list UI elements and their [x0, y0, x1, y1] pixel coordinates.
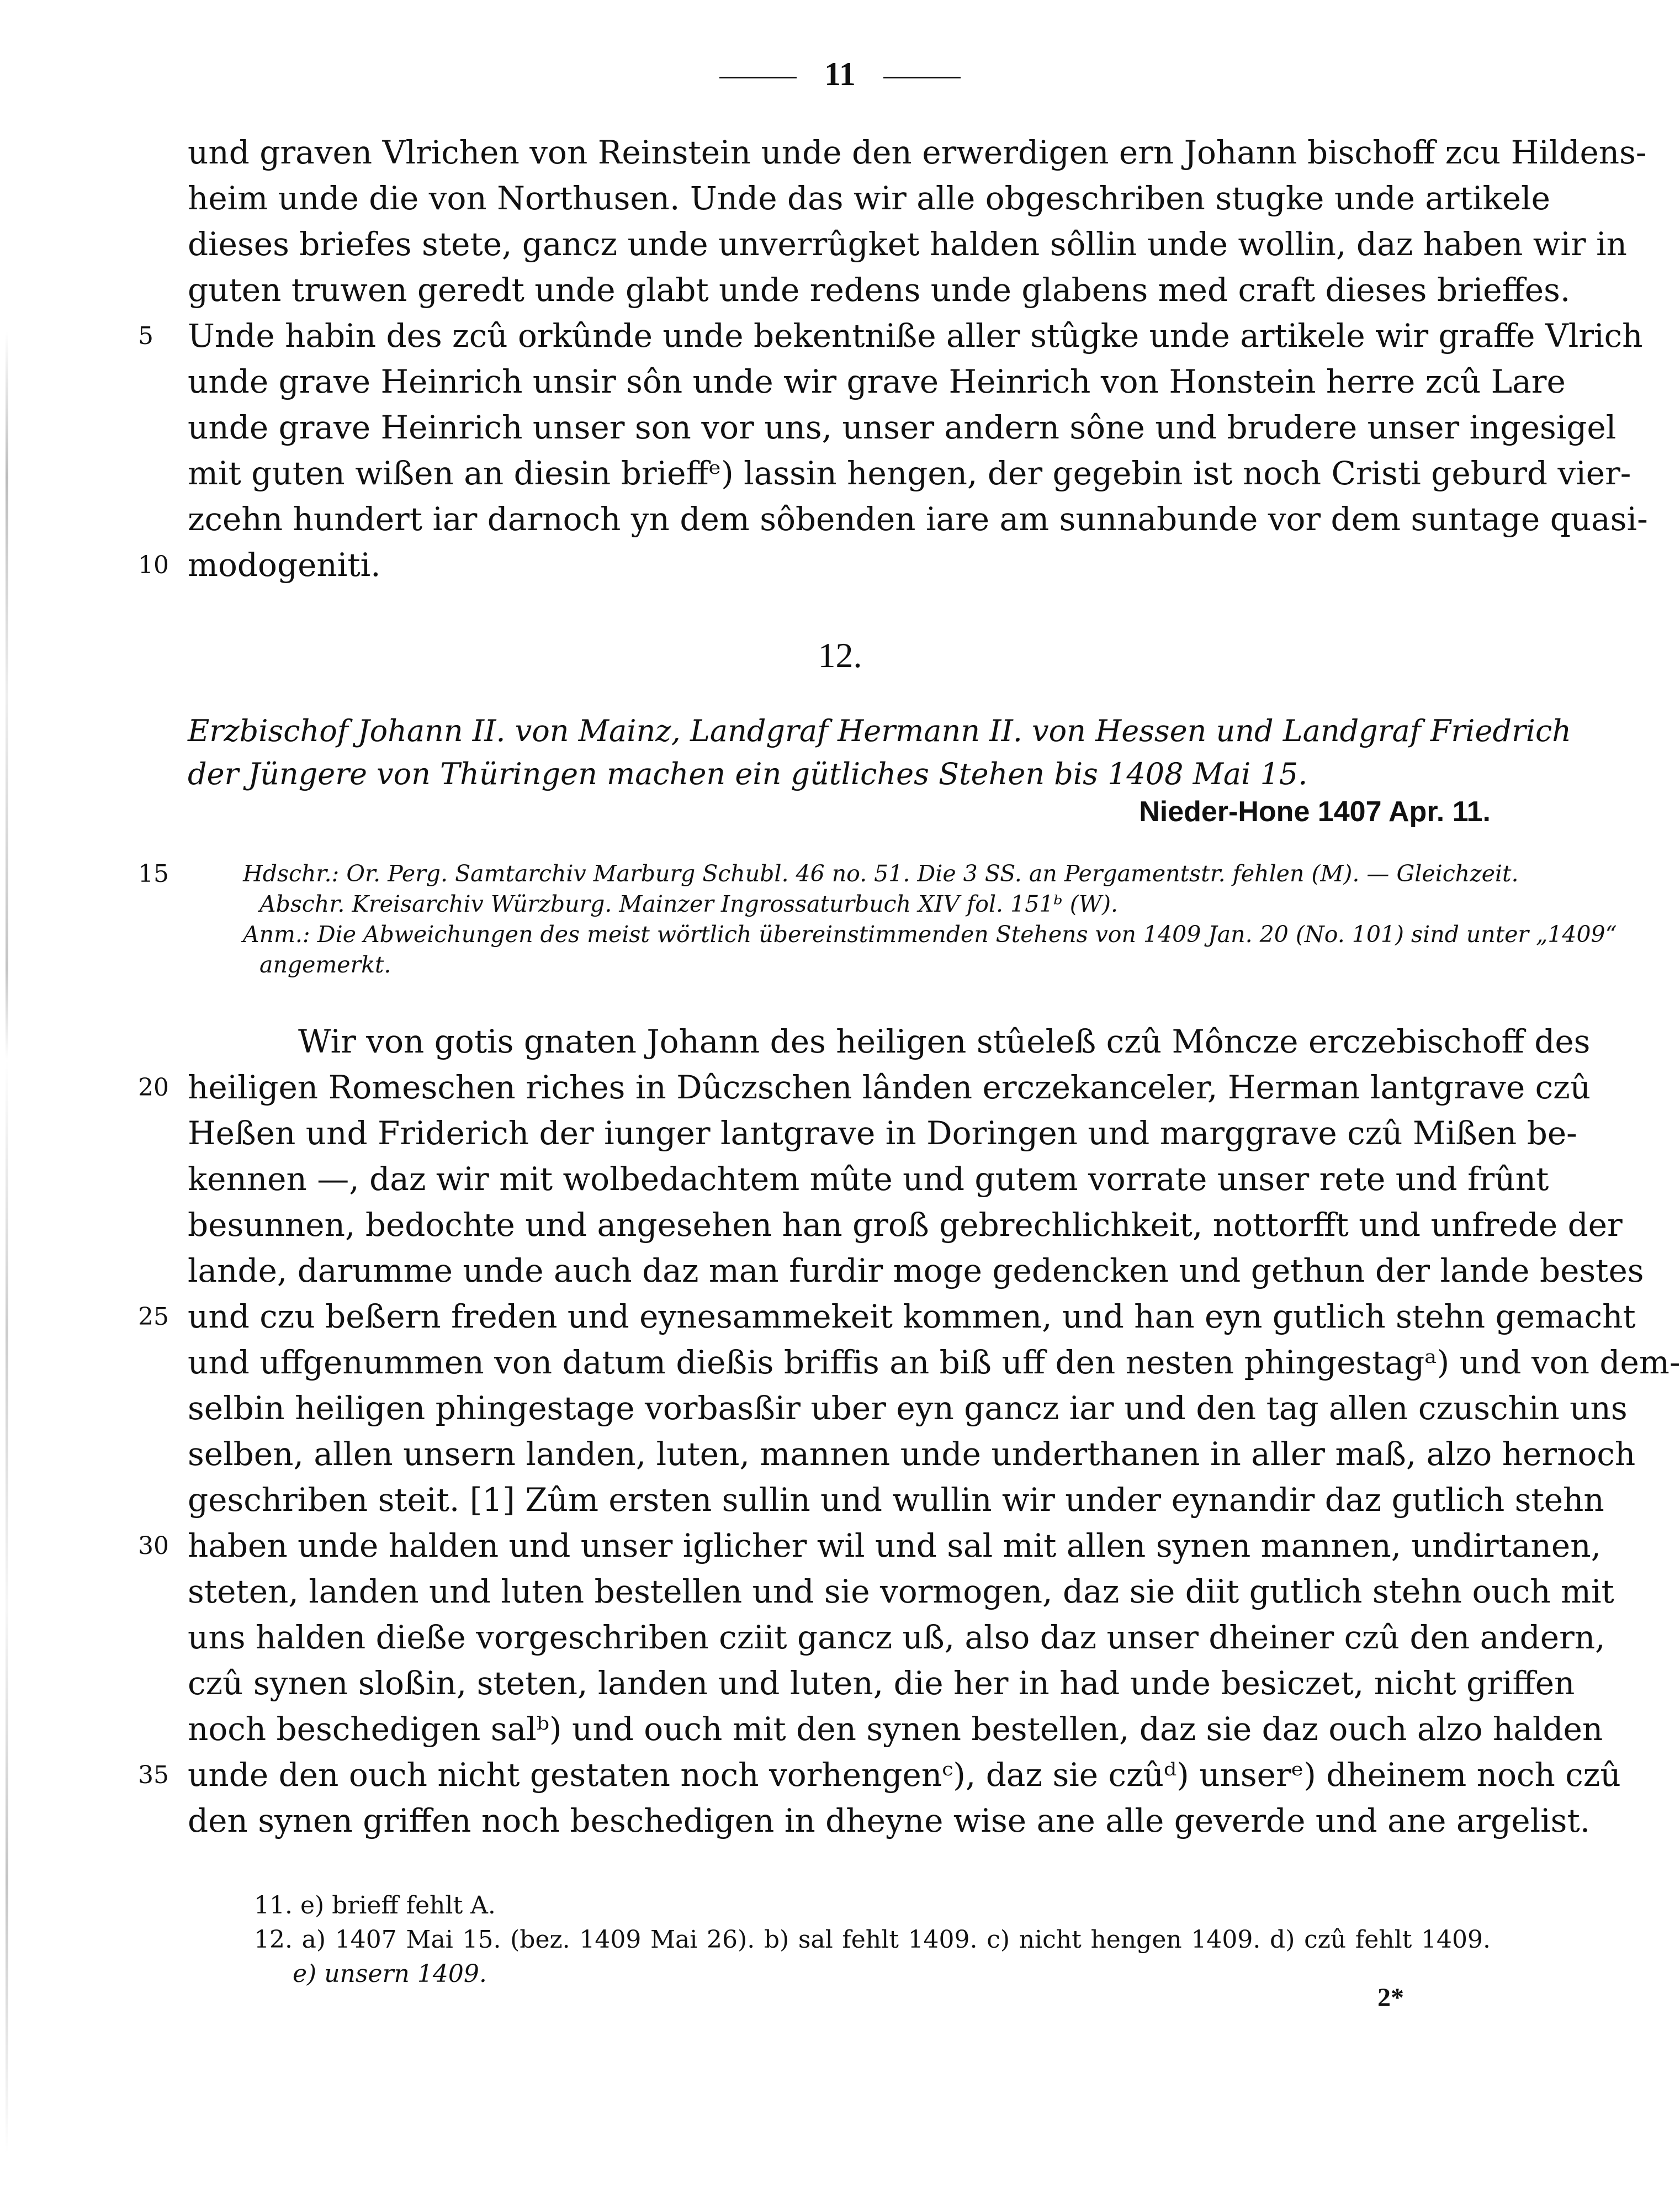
text-line: und uffgenummen von datum dießis briffis an biß uff den nesten phingestagᵃ) und von dem-: [188, 1344, 1680, 1381]
first-section: [138, 130, 1648, 588]
footnote-11: 11. e) brieff fehlt A.: [254, 1891, 496, 1920]
text-line: Heßen und Friderich der iunger lantgrave in Doringen und marggrave czû Mißen be-: [188, 1114, 1577, 1152]
text-line: czû synen sloßin, steten, landen und luten, die her in had unde besiczet, nicht griffen: [188, 1664, 1575, 1702]
text-line: besunnen, bedochte und angesehen han groß gebrechlichkeit, nottorfft und unfrede der: [188, 1206, 1623, 1244]
text-line: steten, landen und luten bestellen und sie vormogen, daz sie diit gutlich stehn ouch mit: [188, 1573, 1614, 1610]
text-line: 25 und czu beßern freden und eynesammekeit kommen, und han eyn gutlich stehn gemacht: [138, 1298, 1636, 1335]
text-line: noch beschedigen salᵇ) und ouch mit den synen bestellen, daz sie daz ouch alzo halden: [188, 1710, 1603, 1748]
dateline: Nieder-Hone 1407 Apr. 11.: [1139, 796, 1491, 828]
note-line: angemerkt.: [259, 951, 391, 978]
text-line: Wir von gotis gnaten Johann des heiligen stûeleß czû Môncze erczebischoff des: [298, 1023, 1591, 1060]
text-line: 30 haben unde halden und unser iglicher wil und sal mit allen synen mannen, undirtanen,: [138, 1527, 1602, 1564]
note-line: 15 Hdschr.: Or. Perg. Samtarchiv Marburg Schubl. 46 no. 51. Die 3 SS. an Pergamentstr. fehlen (M). — Gleichzeit.: [138, 860, 1519, 888]
footnotes: [254, 1889, 1491, 1991]
text-line: unde grave Heinrich unsir sôn unde wir grave Heinrich von Honstein herre zcû Lare: [188, 363, 1566, 400]
signature-mark: 2*: [1377, 1983, 1404, 2012]
note-line: Anm.: Die Abweichungen des meist wörtlich übereinstimmenden Stehens von 1409 Jan. 20 (No. 101) sind unter „1409“: [243, 921, 1617, 948]
text-line: lande, darumme unde auch daz man furdir moge gedencken und gethun der lande bestes: [188, 1252, 1644, 1289]
text-line: 35 unde den ouch nicht gestaten noch vorhengenᶜ), daz sie czûᵈ) unserᵉ) dheinem noch czû: [138, 1756, 1621, 1794]
text-line: guten truwen geredt unde glabt unde redens unde glabens med craft dieses brieffes.: [188, 271, 1571, 309]
text-line: heim unde die von Northusen. Unde das wir alle obgeschriben stugke unde artikele: [188, 179, 1550, 217]
text-line: den synen griffen noch beschedigen in dheyne wise ane alle geverde und ane argelist.: [188, 1802, 1591, 1839]
text-line: zcehn hundert iar darnoch yn dem sôbenden iare am sunnabunde vor dem suntage quasi-: [188, 500, 1648, 538]
text-line: uns halden dieße vorgeschriben cziit gancz uß, also daz unser dheiner czû den andern,: [188, 1619, 1605, 1656]
regest-line: Erzbischof Johann II. von Mainz, Landgraf Hermann II. von Hessen und Landgraf Friedrich: [188, 713, 1572, 748]
text-line: und graven Vlrichen von Reinstein unde den erwerdigen ern Johann bischoff zcu Hildens-: [188, 134, 1647, 171]
scan-edge-shadow: [6, 331, 8, 2154]
text-line: unde grave Heinrich unser son vor uns, unser andern sône und brudere unser ingesigel: [188, 409, 1617, 446]
text-line: geschriben steit. [1] Zûm ersten sullin und wullin wir under eynandir daz gutlich stehn: [188, 1481, 1604, 1519]
text-line: 10 modogeniti.: [138, 546, 381, 584]
text-line: dieses briefes stete, gancz unde unverrûgket halden sôllin unde wollin, daz haben wir in: [188, 225, 1628, 263]
document-number: 12.: [818, 636, 862, 675]
source-notes: [138, 859, 1617, 980]
text-line: selbin heiligen phingestage vorbasßir uber eyn gancz iar und den tag allen czuschin uns: [188, 1389, 1628, 1427]
note-line: Abschr. Kreisarchiv Würzburg. Mainzer Ingrossaturbuch XIV fol. 151ᵇ (W).: [259, 891, 1118, 917]
page-header: [0, 55, 1680, 93]
text-line: mit guten wißen an diesin brieffᵉ) lassin hengen, der gegebin ist noch Cristi geburd vier-: [188, 454, 1631, 492]
footnote-12: 12. a) 1407 Mai 15. (bez. 1409 Mai 26). b) sal fehlt 1409. c) nicht hengen 1409. d) czû fehlt 1409.: [254, 1926, 1491, 1954]
header-dash-left: [719, 77, 797, 78]
text-line: 20 heiligen Romeschen riches in Dûczschen lânden erczekanceler, Herman lantgrave czû: [138, 1069, 1591, 1106]
text-line: kennen —, daz wir mit wolbedachtem mûte und gutem vorrate unser rete und frûnt: [188, 1160, 1549, 1198]
regest-line: der Jüngere von Thüringen machen ein gütliches Stehen bis 1408 Mai 15.: [188, 757, 1308, 791]
text-line: selben, allen unsern landen, luten, mannen unde underthanen in aller maß, alzo hernoch: [188, 1435, 1636, 1473]
page-number: 11: [824, 56, 856, 92]
text-line: 5 Unde habin des zcû orkûnde unde bekentniße aller stûgke unde artikele wir graffe Vlrich: [138, 317, 1643, 355]
regest: [188, 710, 1572, 796]
footnote-12-continued: e) unsern 1409.: [293, 1960, 487, 1988]
main-text: [138, 1019, 1680, 1844]
header-dash-right: [883, 77, 961, 78]
